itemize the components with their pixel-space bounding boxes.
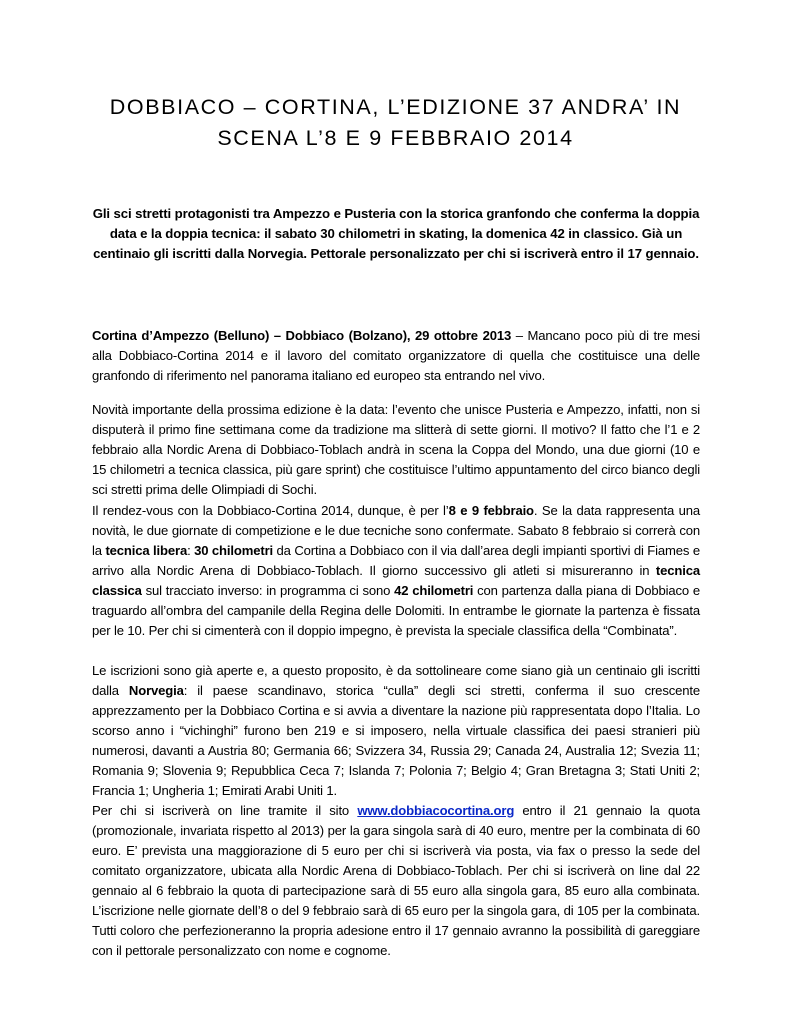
paragraph-text: sul tracciato inverso: in programma ci sono xyxy=(141,583,395,598)
bold-norway: Norvegia xyxy=(128,683,184,698)
paragraph-fees xyxy=(92,801,700,961)
paragraph-text: Il rendez-vous con la Dobbiaco-Cortina 2014, dunque, è per l’ xyxy=(92,503,449,518)
paragraph-text: : il paese scandinavo, storica “culla” degli sci stretti, conferma il suo crescente apprezzamento per la Dobbiaco Cortina e si avvia a diventare la nazione più rappresentata dopo l’Italia. Lo scorso anno i “vichinghi” furono ben 219 e si imposero, nella virtuale classifica dei paesi stranieri più numerosi, davanti a Austria 80; Germania 66; Svizzera 34, Russia 29; Canada 24, Australia 12; Svezia 11; Romania 9; Slovenia 9; Repubblica Ceca 7; Islanda 7; Polonia 7; Belgio 4; Gran Bretagna 3; Stati Uniti 2; Francia 1; Ungheria 1; Emirati Arabi Uniti 1. xyxy=(92,683,700,798)
paragraph-intro xyxy=(92,326,700,386)
bold-distance-42: 42 chilometri xyxy=(394,583,474,598)
paragraph-text: da Cortina a Dobbiaco con il via dall’area degli impianti sportivi di Fiames e arrivo alla Nordic Arena di Dobbiaco-Toblach. Il giorno successivo gli atleti si misureranno in xyxy=(92,543,701,578)
paragraph-registrations xyxy=(92,661,700,801)
title-line-1: DOBBIACO – CORTINA, L’EDIZIONE 37 ANDRA’ IN xyxy=(109,95,682,119)
bold-distance-30: 30 chilometri xyxy=(194,543,274,558)
website-link[interactable]: www.dobbiacocortina.org xyxy=(357,803,515,818)
paragraph-text: Le iscrizioni sono già aperte e, a questo proposito, è da sottolineare come siano già un centinaio gli iscritti dalla xyxy=(92,663,700,698)
dateline: Cortina d’Ampezzo (Belluno) – Dobbiaco (Bolzano), 29 ottobre 2013 xyxy=(92,328,512,343)
paragraph-text: entro il 21 gennaio la quota (promozionale, invariata rispetto al 2013) per la gara singola sarà di 40 euro, mentre per la combinata di 60 euro. E’ prevista una maggiorazione di 5 euro per chi si iscriverà via posta, via fax o presso la sede del comitato organizzatore, ubicata alla Nordic Arena di Dobbiaco-Toblach. Per chi si iscriverà on line dal 22 gennaio al 6 febbraio la quota di partecipazione sarà di 55 euro alla singola gara, 85 euro alla combinata. L’iscrizione nelle giornate dell’8 o del 9 febbraio sarà di 65 euro per la singola gara, di 105 per la combinata. Tutti coloro che perfezioneranno la propria adesione entro il 17 gennaio avranno la possibilità di gareggiare con il pettorale personalizzato con nome e cognome. xyxy=(92,803,701,958)
subtitle: Gli sci stretti protagonisti tra Ampezzo e Pusteria con la storica granfondo che conferma la doppia data e la doppia tecnica: il sabato 30 chilometri in skating, la domenica 42 in classico. Già un centinaio gli iscritti dalla Norvegia. Pettorale personalizzato per chi si iscriverà entro il 17 gennaio. xyxy=(92,206,700,261)
paragraph-schedule xyxy=(92,501,700,641)
paragraph-text: Per chi si iscriverà on line tramite il sito xyxy=(92,803,358,818)
page-title xyxy=(60,92,731,154)
paragraph-text: con partenza dalla piana di Dobbiaco e traguardo all’ombra del campanile della Regina delle Dolomiti. In entrambe le giornate la partenza è fissata per le 10. Per chi si cimenterà con il doppio impegno, è prevista la speciale classifica della “Combinata”. xyxy=(92,583,700,638)
bold-technique-classic: tecnica classica xyxy=(92,563,700,598)
paragraph-text: : xyxy=(187,543,195,558)
paragraph-novelty: Novità importante della prossima edizione è la data: l’evento che unisce Pusteria e Ampezzo, infatti, non si disputerà il primo fine settimana come da tradizione ma slitterà di sette giorni. Il motivo? Il fatto che l’1 e 2 febbraio alla Nordic Arena di Dobbiaco-Toblach andrà in scena la Coppa del Mondo, una due giorni (10 e 15 chilometri a tecnica classica, più gare sprint) che costituisce l’ultimo appuntamento del circo bianco degli sci stretti prima delle Olimpiadi di Sochi. xyxy=(92,402,700,497)
paragraph-text: – Mancano poco più di tre mesi alla Dobbiaco-Cortina 2014 e il lavoro del comitato organizzatore di quella che costituisce una delle granfondo di riferimento nel panorama italiano ed europeo sta entrando nel vivo. xyxy=(92,328,701,383)
bold-technique-free: tecnica libera xyxy=(105,543,188,558)
paragraph-text: . Se la data rappresenta una novità, le due giornate di competizione e le due tecniche sono confermate. Sabato 8 febbraio si correrà con la xyxy=(92,503,700,558)
bold-dates: 8 e 9 febbraio xyxy=(448,503,534,518)
title-line-2: SCENA L’8 E 9 FEBBRAIO 2014 xyxy=(217,126,574,150)
